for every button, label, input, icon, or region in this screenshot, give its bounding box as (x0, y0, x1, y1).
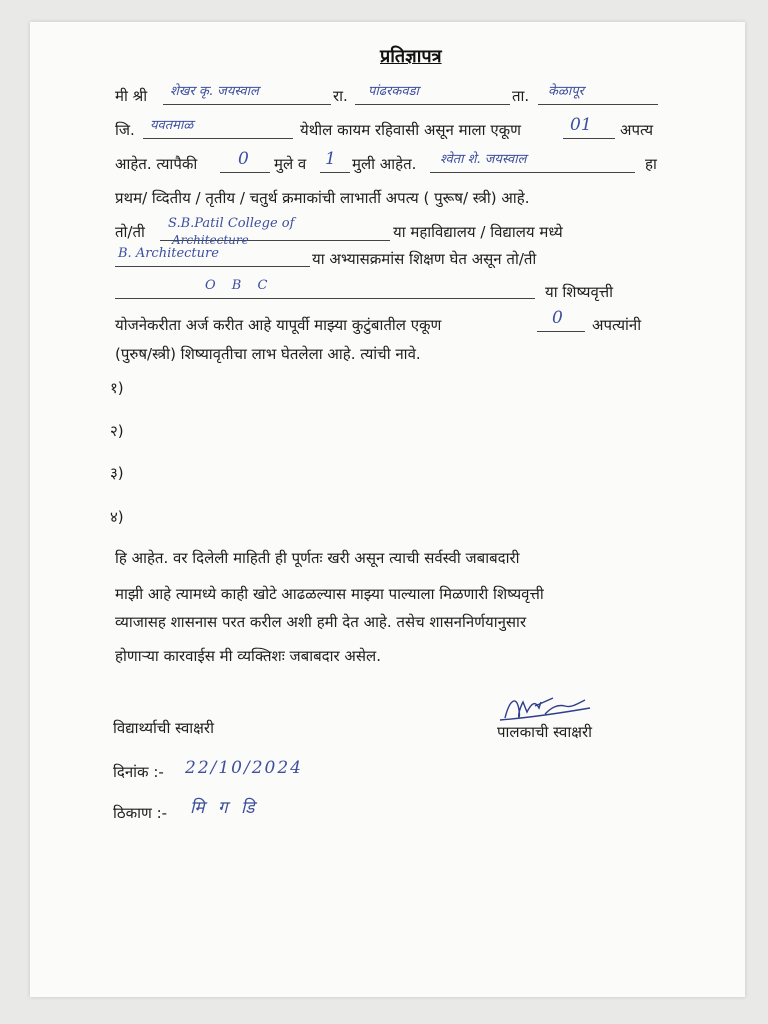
text-ha: हा (645, 155, 657, 173)
handwritten-taluka: केळापूर (548, 84, 584, 99)
declaration-line-4: होणाऱ्या कारवाईस मी व्यक्तिशः जबाबदार असेल. (115, 647, 381, 665)
handwritten-course: B. Architecture (118, 246, 219, 261)
declaration-line-1: हि आहेत. वर दिलेली माहिती ही पूर्णतः खरी असून त्याची सर्वस्वी जबाबदारी (115, 549, 520, 567)
date-label: दिनांक :- (113, 763, 164, 781)
text-ji: जि. (115, 121, 135, 139)
document-title: प्रतिज्ञापत्र (380, 46, 442, 67)
handwritten-college-2: Architecture (172, 233, 249, 247)
student-signature-label: विद्यार्थ्याची स्वाक्षरी (113, 719, 214, 737)
category-blank (115, 280, 535, 299)
text-tyapaiki: आहेत. त्यापैकी (115, 155, 198, 173)
handwritten-child-name: श्वेता शे. जयस्वाल (440, 152, 527, 167)
handwritten-village: पांढरकवडा (368, 84, 419, 99)
handwritten-name: शेखर कृ. जयस्वाल (170, 84, 259, 99)
place-label: ठिकाण :- (113, 804, 168, 822)
text-mule-va: मुले व (274, 155, 307, 173)
parent-signature-label: पालकाची स्वाक्षरी (497, 723, 592, 741)
handwritten-date: 22/10/2024 (185, 758, 303, 778)
text-ta: ता. (512, 87, 530, 105)
text-course: या अभ्यासक्रमांस शिक्षण घेत असून तो/ती (312, 250, 537, 268)
handwritten-children-count: 01 (570, 115, 592, 135)
text-to-ti: तो/ती (115, 223, 145, 241)
handwritten-category: O B C (205, 278, 274, 293)
text-birth-order: प्रथम/ व्दितीय / तृतीय / चतुर्थ क्रमाकांची लाभार्ती अपत्य ( पुरूष/ स्त्री) आहे. (115, 189, 530, 207)
list-number-2: २) (110, 422, 124, 440)
text-names: (पुरुष/स्त्री) शिष्यावृतीचा लाभ घेतलेला आहे. त्यांची नावे. (115, 345, 421, 363)
handwritten-girls: 1 (325, 149, 336, 169)
handwritten-boys: 0 (238, 149, 249, 169)
list-number-3: ३) (110, 464, 124, 482)
list-number-1: १) (110, 379, 124, 397)
text-mahavidyalay: या महाविद्यालय / विद्यालय मध्ये (393, 223, 563, 241)
list-number-4: ४) (110, 508, 124, 526)
text-muli: मुली आहेत. (352, 155, 417, 173)
text-apatya: अपत्य (620, 121, 654, 139)
declaration-line-2: माझी आहे त्यामध्ये काही खोटे आढळल्यास माझ्या पाल्याला मिळणारी शिष्यवृत्ती (115, 585, 544, 603)
text-ra: रा. (333, 87, 348, 105)
text-resident: येथील कायम रहिवासी असून माला एकूण (300, 121, 521, 139)
handwritten-district: यवतमाळ (150, 118, 194, 133)
handwritten-college: S.B.Patil College of (168, 216, 295, 231)
text-scholarship: या शिष्यवृत्ती (545, 283, 614, 301)
text-mi-shri: मी श्री (115, 87, 148, 105)
text-yojana: योजनेकरीता अर्ज करीत आहे यापूर्वी माझ्या कुटुंबातील एकूण (115, 316, 442, 334)
text-apatyanni: अपत्यांनी (592, 316, 642, 334)
handwritten-prior-count: 0 (552, 308, 563, 328)
declaration-line-3: व्याजासह शासनास परत करील अशी हमी देत आहे. तसेच शासननिर्णयानुसार (115, 613, 527, 631)
handwritten-place: मि ग डि (190, 798, 259, 818)
